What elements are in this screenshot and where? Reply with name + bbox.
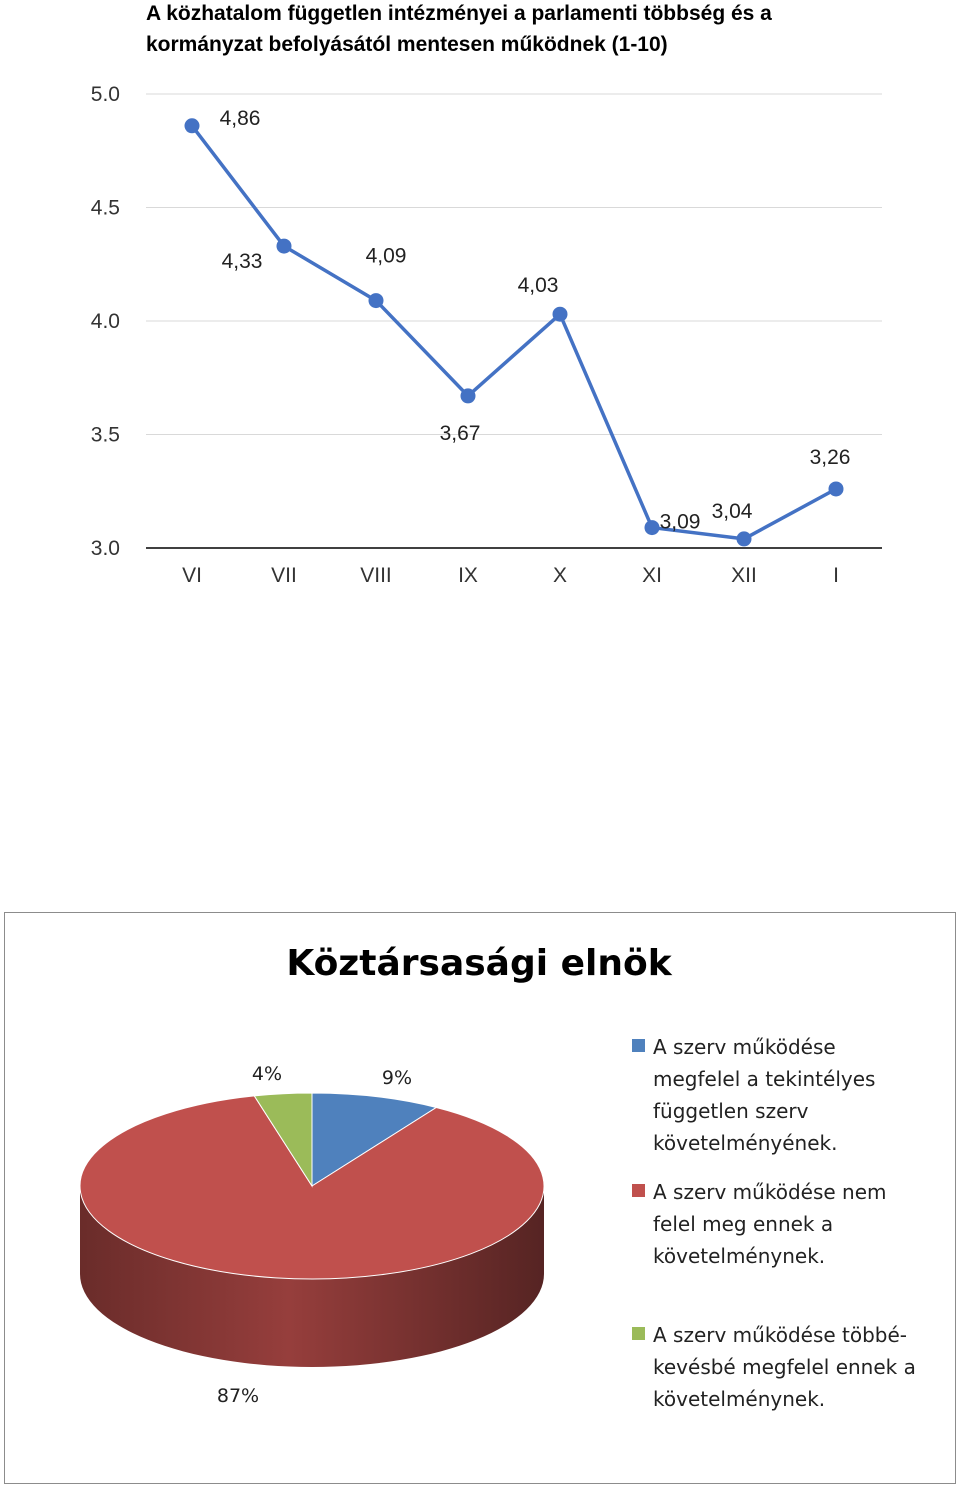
x-tick-label: VII (271, 564, 297, 587)
data-point (461, 388, 476, 403)
data-point (185, 118, 200, 133)
y-tick-label: 4.0 (90, 310, 120, 333)
data-label: 3,09 (659, 510, 701, 534)
x-tick-label: I (833, 564, 839, 587)
legend-entry-line: megfelel a tekintélyes (653, 1067, 876, 1091)
line-chart-title-line-1: A közhatalom független intézményei a parlamenti többség és a (146, 2, 772, 25)
line-chart (0, 0, 960, 600)
legend-swatch (632, 1184, 645, 1197)
data-point (277, 239, 292, 254)
x-tick-label: X (552, 564, 568, 587)
legend-entry-line: kevésbé megfelel ennek a (653, 1355, 916, 1379)
legend-entry-line: követelményének. (653, 1131, 838, 1155)
legend-entry-line: A szerv működése nem (653, 1180, 887, 1204)
pie-slice-label: 9% (381, 1067, 413, 1089)
data-label: 3,67 (439, 421, 481, 445)
legend-entry-line: követelménynek. (653, 1387, 826, 1411)
legend-swatch (632, 1039, 645, 1052)
data-point (553, 307, 568, 322)
legend-entry-line: felel meg ennek a (653, 1212, 834, 1236)
data-point (737, 531, 752, 546)
legend-entry-line: független szerv (653, 1099, 809, 1123)
pie-chart-frame (4, 912, 956, 1484)
data-point (645, 520, 660, 535)
pie-slice-label: 87% (216, 1385, 260, 1407)
pie-chart (5, 913, 955, 1483)
y-tick-label: 3.5 (90, 423, 120, 447)
pie-chart-title: Köztársasági elnök (286, 943, 672, 984)
x-tick-label: VI (182, 564, 202, 587)
legend-entry-line: követelménynek. (653, 1244, 826, 1268)
legend-entry-line: A szerv működése (653, 1035, 836, 1059)
data-label: 3,04 (711, 499, 753, 523)
x-tick-label: XII (731, 564, 757, 587)
data-label: 3,26 (809, 445, 851, 469)
x-tick-label: VIII (360, 564, 392, 587)
data-label: 4,03 (517, 274, 559, 298)
line-chart-title-line-2: kormányzat befolyásától mentesen működnek (1-10) (146, 33, 668, 56)
y-tick-label: 5.0 (90, 83, 120, 106)
y-tick-label: 4.5 (90, 196, 120, 220)
y-tick-label: 3.0 (90, 537, 120, 560)
data-point (829, 481, 844, 496)
series-line (192, 126, 836, 539)
data-label: 4,86 (219, 106, 261, 130)
pie-slice-label: 4% (251, 1063, 283, 1085)
data-point (369, 293, 384, 308)
data-label: 4,33 (221, 250, 263, 274)
x-tick-label: IX (458, 564, 478, 587)
legend-swatch (632, 1327, 645, 1340)
legend-entry-line: A szerv működése többé- (653, 1323, 908, 1347)
data-label: 4,09 (365, 244, 407, 268)
x-tick-label: XI (642, 564, 662, 587)
